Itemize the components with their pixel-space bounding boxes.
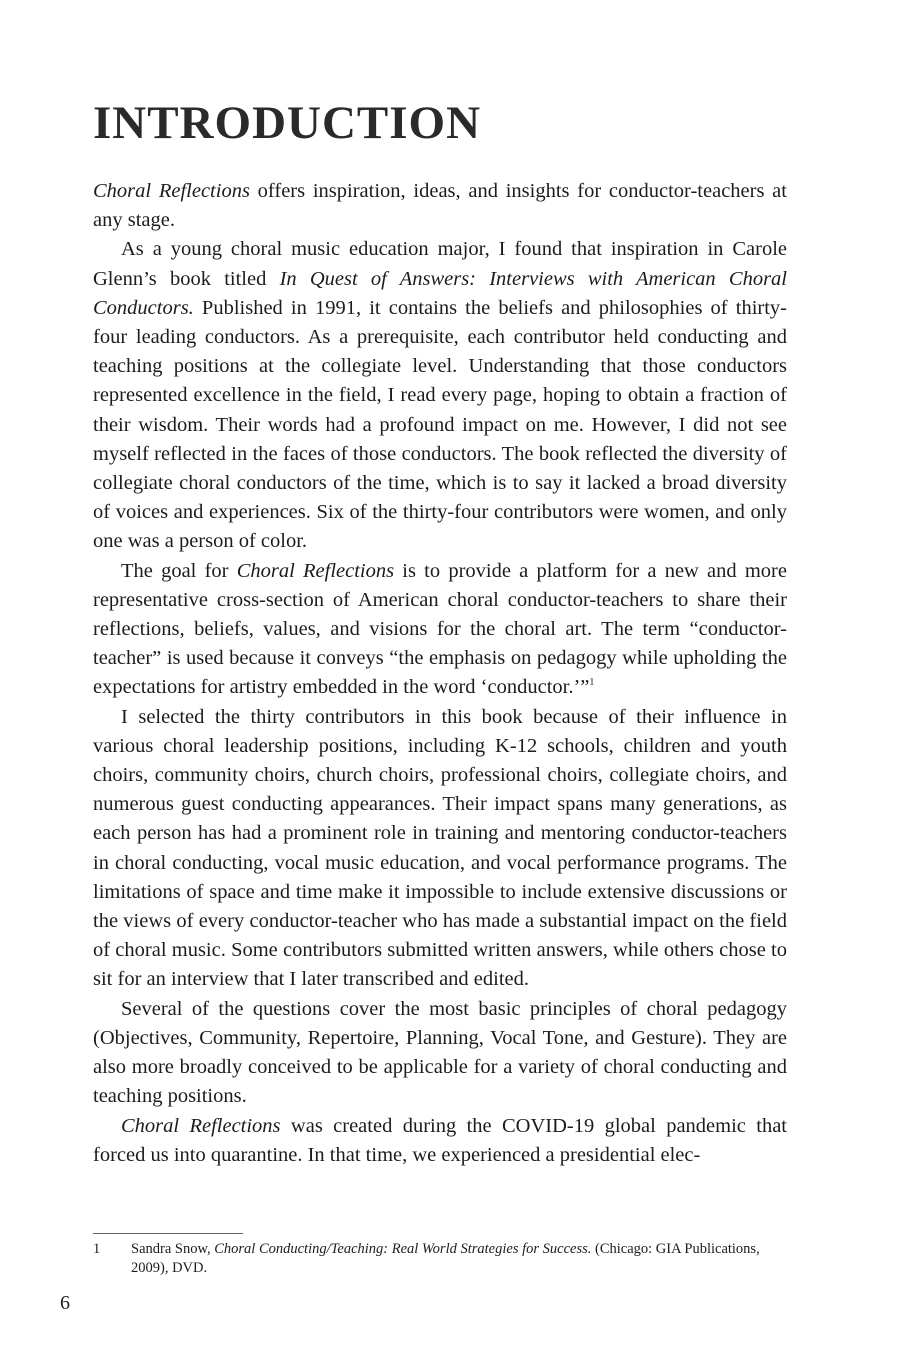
text-run: Sandra Snow, [131,1241,215,1257]
text-run: Several of the questions cover the most basic principles of choral pedagogy (Objectives, Community, Repertoire, Planning, Vocal Tone, and Gesture). They are also more broadly conceived to be applicable for a variety of choral conducting and teaching positions. [93,997,787,1108]
text-run: The goal for [121,559,237,582]
text-run: was created during the COVID-19 global pandemic that forced us into quarantine. In that time, we experienced a presidential elec- [93,1114,787,1166]
text-run: (Chicago: GIA Publications, 2009), DVD. [131,1241,760,1276]
paragraph [93,235,787,556]
paragraph [93,557,787,703]
paragraph [93,703,787,995]
text-run: Published in 1991, it contains the beliefs and philosophies of thirty-four leading conductors. As a prerequisite, each contributor held conducting and teaching positions at the collegiate level. Understanding that those conductors represented excellence in the field, I read every page, hoping to obtain a fraction of their wisdom. Their words had a profound impact on me. However, I did not see myself reflected in the faces of those conductors. The book reflected the diversity of collegiate choral conductors of the time, which is to say it lacked a broad diversity of voices and experiences. Six of the thirty-four contributors were women, and only one was a person of color. [93,296,787,553]
text-run: offers inspiration, ideas, and insights for conductor-teachers at any stage. [93,180,787,232]
footnote-text [131,1240,787,1278]
text-run: is to provide a platform for a new and more representative cross-section of American choral conductor-teachers to share their reflections, beliefs, values, and visions for the choral art. The term “conductor-teacher” is used because it conveys “the emphasis on pedagogy while upholding the expectations for artistry embedded in the word ‘conductor.’” [93,559,787,699]
italic-text: Choral Reflections [236,559,395,582]
text-run: I selected the thirty contributors in this book because of their influence in various choral leadership positions, including K-12 schools, children and youth choirs, community choirs, church choirs, professional choirs, collegiate choirs, and numerous guest conducting appearances. Their impact spans many generations, as each person has had a prominent role in training and mentoring conductor-teachers in choral conducting, vocal music education, and vocal performance programs. The limitations of space and time make it impossible to include extensive discussions or the views of every conductor-teacher who has made a substantial impact on the field of choral music. Some contributors submitted written answers, while others chose to sit for an interview that I later transcribed and edited. [93,705,787,991]
italic-text: In Quest of Answers: Interviews with American Choral Conductors. [93,267,787,319]
body-text [93,177,787,1170]
paragraph [93,177,787,235]
italic-text: Choral Reflections [121,1114,281,1137]
italic-text: Choral Conducting/Teaching: Real World Strategies for Success. [214,1241,592,1257]
footnote-number: 1 [93,1241,101,1257]
footnote [93,1240,787,1278]
paragraph [93,1112,787,1170]
text-run: As a young choral music education major, I found that inspiration in Carole Glenn’s book titled [93,238,787,290]
paragraph [93,995,787,1112]
footnote-divider [93,1233,243,1234]
italic-text: Choral Reflections [93,180,250,202]
chapter-title: INTRODUCTION [93,97,482,149]
page-number: 6 [60,1292,70,1314]
footnote-reference: 1 [589,677,595,689]
